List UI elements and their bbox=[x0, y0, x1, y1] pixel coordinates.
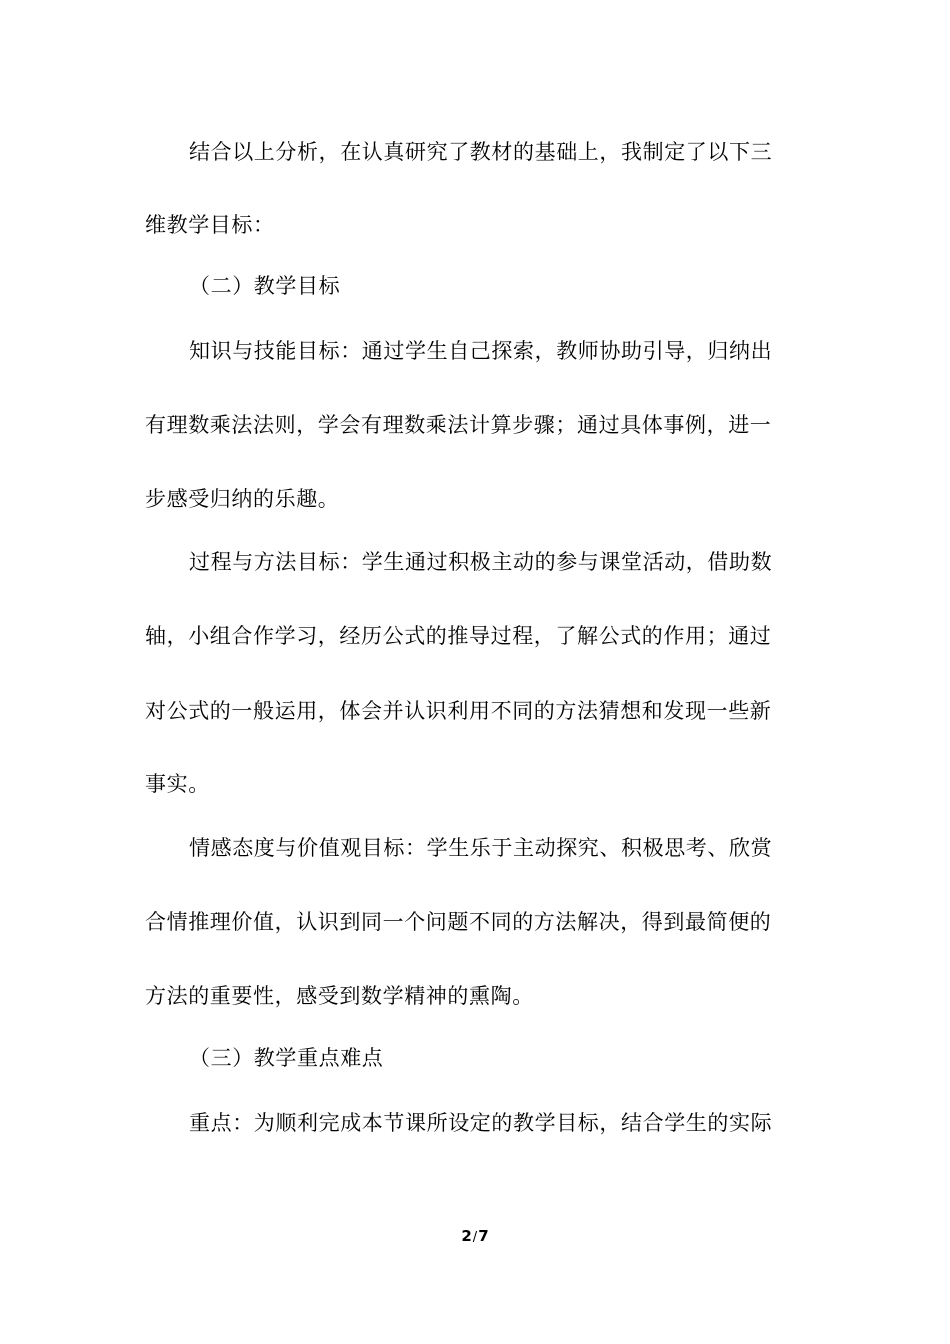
paragraph-line: 重点：为顺利完成本节课所设定的教学目标，结合学生的实际 bbox=[189, 1111, 773, 1135]
section-heading: （三）教学重点难点 bbox=[189, 1046, 384, 1070]
page-separator: / bbox=[472, 1230, 478, 1245]
paragraph-line: 结合以上分析，在认真研究了教材的基础上，我制定了以下三 bbox=[189, 140, 773, 164]
total-pages-number: 7 bbox=[478, 1227, 489, 1245]
paragraph-line: 知识与技能目标：通过学生自己探索，教师协助引导，归纳出 bbox=[189, 339, 773, 363]
paragraph-line: 维教学目标： bbox=[145, 213, 275, 237]
page-number bbox=[0, 1226, 950, 1248]
paragraph-line: 方法的重要性，感受到数学精神的熏陶。 bbox=[145, 984, 534, 1008]
paragraph-line: 有理数乘法法则，学会有理数乘法计算步骤；通过具体事例，进一 bbox=[145, 413, 772, 437]
paragraph-line: 过程与方法目标：学生通过积极主动的参与课堂活动，借助数 bbox=[189, 550, 773, 574]
paragraph-line: 对公式的一般运用，体会并认识利用不同的方法猜想和发现一些新 bbox=[145, 699, 772, 723]
paragraph-line: 情感态度与价值观目标：学生乐于主动探究、积极思考、欣赏 bbox=[189, 836, 773, 860]
paragraph-line: 事实。 bbox=[145, 772, 210, 796]
section-heading: （二）教学目标 bbox=[189, 274, 341, 298]
paragraph-line: 合情推理价值，认识到同一个问题不同的方法解决，得到最简便的 bbox=[145, 910, 772, 934]
current-page-number: 2 bbox=[461, 1227, 472, 1245]
paragraph-line: 轴，小组合作学习，经历公式的推导过程，了解公式的作用；通过 bbox=[145, 624, 772, 648]
paragraph-line: 步感受归纳的乐趣。 bbox=[145, 487, 340, 511]
